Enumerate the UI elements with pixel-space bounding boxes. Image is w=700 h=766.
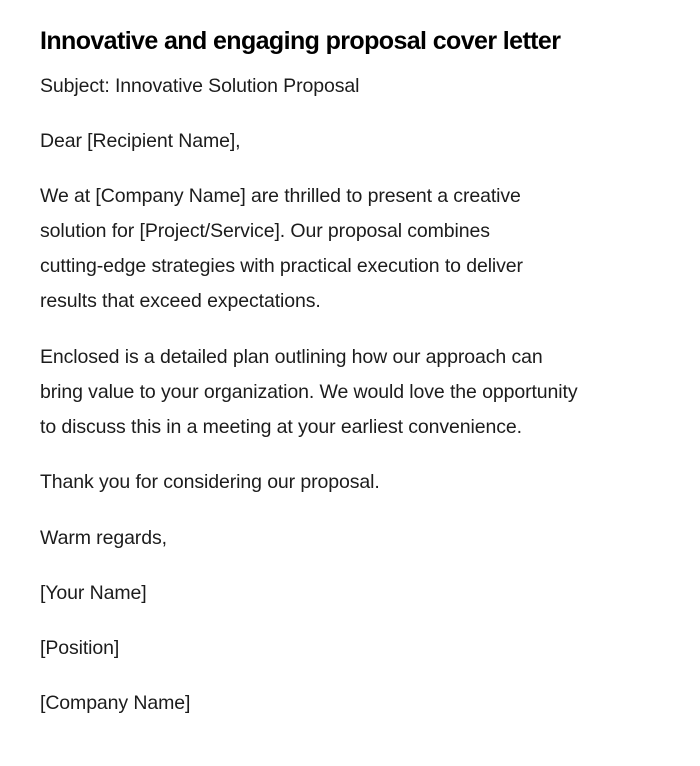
signature-position: [Position] xyxy=(40,637,120,659)
body-paragraph-1-line: We at [Company Name] are thrilled to present a creative xyxy=(40,185,521,207)
body-paragraph-1 xyxy=(40,179,650,319)
body-paragraph-1-line: solution for [Project/Service]. Our proposal combines xyxy=(40,220,490,242)
body-paragraph-1-line: results that exceed expectations. xyxy=(40,290,321,312)
body-paragraph-1-line: cutting-edge strategies with practical execution to deliver xyxy=(40,255,523,277)
thanks-line: Thank you for considering our proposal. xyxy=(40,471,380,493)
body-paragraph-2 xyxy=(40,340,650,445)
closing-line: Warm regards, xyxy=(40,527,167,549)
greeting: Dear [Recipient Name], xyxy=(40,130,241,152)
subject-line: Subject: Innovative Solution Proposal xyxy=(40,75,360,97)
document-title: Innovative and engaging proposal cover letter xyxy=(40,27,561,55)
body-paragraph-2-line: to discuss this in a meeting at your earliest convenience. xyxy=(40,416,522,438)
signature-name: [Your Name] xyxy=(40,582,147,604)
body-paragraph-2-line: bring value to your organization. We would love the opportunity xyxy=(40,381,578,403)
signature-company: [Company Name] xyxy=(40,692,191,714)
body-paragraph-2-line: Enclosed is a detailed plan outlining how our approach can xyxy=(40,346,543,368)
